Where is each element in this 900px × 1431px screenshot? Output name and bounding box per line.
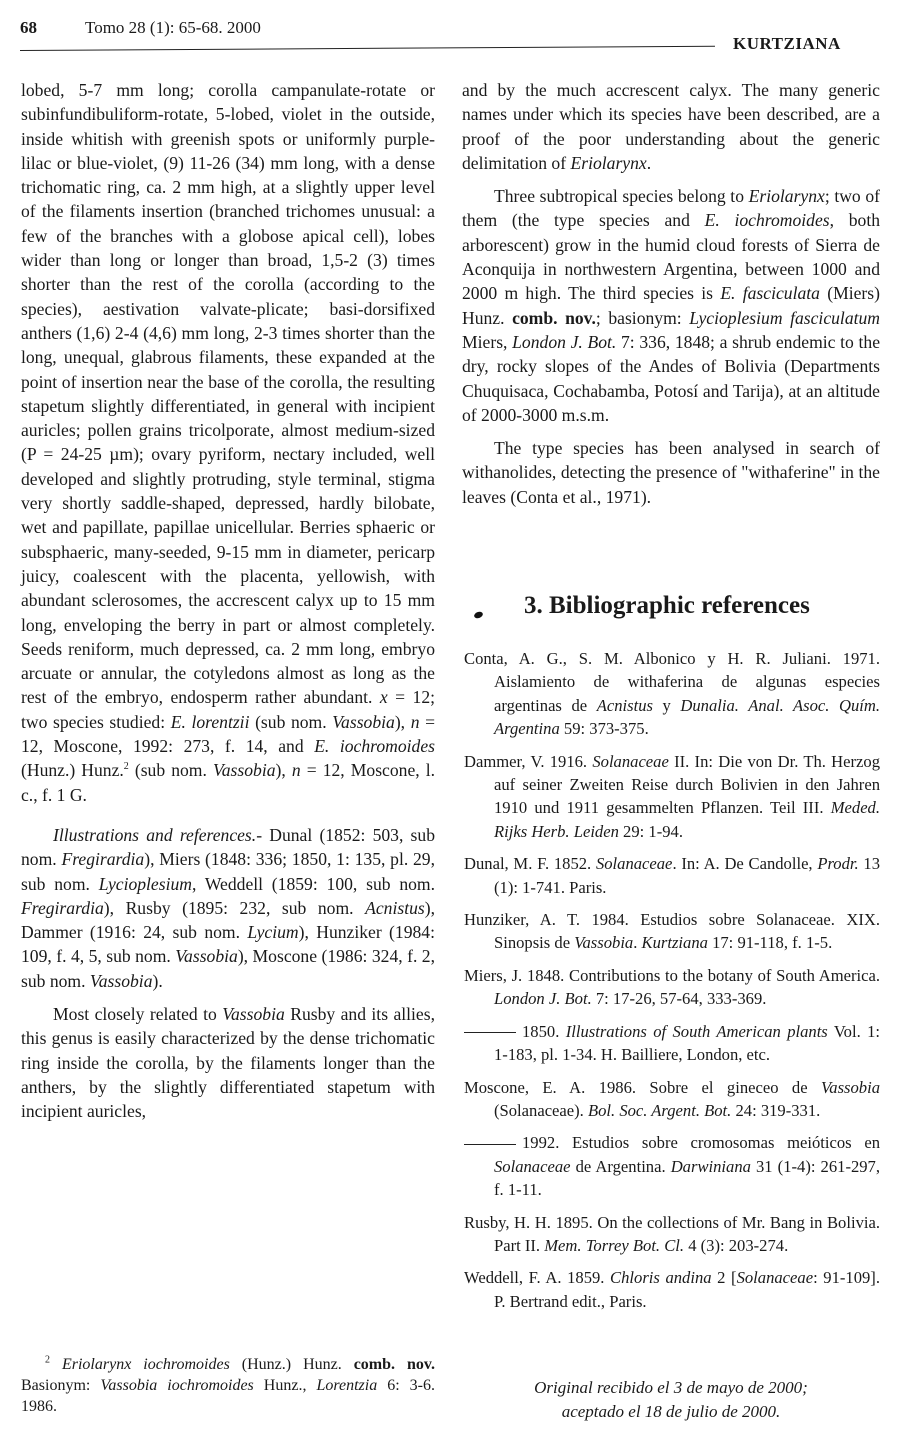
ditto-dash [464, 1032, 516, 1033]
reference-item: 1992. Estudios sobre cromosomas meióticos en Solanaceae de Argentina. Darwiniana 31 (1-4): 261-297, f. 1-11. [464, 1131, 880, 1201]
section-title: 3. Bibliographic references [524, 592, 810, 619]
page-number: 68 [20, 18, 37, 37]
relation-paragraph: Most closely related to Vassobia Rusby and its allies, this genus is easily characterized by the dense trichomatic ring inside the corolla, by the filaments longer than the anthers, by the slightly differentiated stapetum with incipient auricles, [21, 1003, 435, 1122]
page-header [20, 8, 890, 58]
header-rule [20, 46, 715, 51]
species-paragraph: Three subtropical species belong to Eriolarynx; two of them (the type species and E. iochromoides, both arborescent) grow in the humid cloud forests of Sierra de Aconquija in northwestern Argentina, between 1000 and 2000 m high. The third species is E. fasciculata (Miers) Hunz. comb. nov.; basionym: Lycioplesium fasciculatum Miers, London J. Bot. 7: 336, 1848; a shrub endemic to the dry, rocky slopes of the Andes of Bolivia (Departments Chuquisaca, Cochabamba, Potosí and Tarija), at an altitude of 2000-3000 m.s.m. [462, 186, 881, 425]
reference-item: Miers, J. 1848. Contributions to the botany of South America. London J. Bot. 7: 17-26, 57-64, 333-369. [464, 965, 880, 1009]
reference-item: Conta, A. G., S. M. Albonico y H. R. Juliani. 1971. Aislamiento de withaferina de algunas especies argentinas de Acnistus y Dunalia. Anal. Asoc. Quím. Argentina 59: 373-375. [464, 649, 880, 739]
description-paragraph: lobed, 5-7 mm long; corolla campanulate-rotate or subinfundibuliform-rotate, 5-lobed, violet in the outside, inside whitish with greenish spots or uniformly purple-lilac or blue-violet, (9) 11-26 (34) mm long, with a dense trichomatic ring, ca. 2 mm high, at a slightly upper level of the filaments insertion (branched trichomes unusual: a few of the branches with a globose apical cell), lobes wider than long or longer than broad, 1,5-2 (3) times shorter than the rest of the corolla (according to the species), aestivation valvate-plicate; basi-dorsifixed anthers (1,6) 2-4 (4,6) mm long, 2-3 times shorter than the long, unequal, glabrous filaments, these expanded at the point of insertion near the base of the corolla, the resulting stapetum slightly differentiated, in general with incipient auricles; pollen grains tricolporate, almost medium-sized (P = 24-25 µm); ovary pyriform, nectary included, well developed and slightly protruding, style terminal, stigma very shortly saddle-shaped, depressed, hardly bilobate, wet and papillate, papillae unicellular. Berries sphaeric or subsphaeric, many-seeded, 9-15 mm in diameter, pericarp juicy, coalescent with the placenta, yellowish, with abundant sclerosomes, the accrescent calyx up to 15 mm long, enveloping the berry in part or almost completely. Seeds reniform, much depressed, ca. 2 mm long, embryo arcuate or annular, the cotyledons almost as long as the rest of the embryo, endosperm rather abundant. x = 12; two species studied: E. lorentzii (sub nom. Vassobia), n = 12, Moscone, 1992: 273, f. 14, and E. iochromoides (Hunz.) Hunz.$^2$ (sub nom. Vassobia), n = 12, Moscone, l. c., f. 1 G. [21, 80, 436, 805]
section-heading [462, 592, 880, 626]
continuation-paragraph: and by the much accrescent calyx. The many generic names under which its species have been described, are a proof of the poor understanding about the generic delimitation of Eriolarynx. [462, 80, 880, 173]
right-column [462, 78, 880, 509]
withanolides-paragraph: The type species has been analysed in search of withanolides, detecting the presence of "withaferine" in the leaves (Conta et al., 1971). [462, 438, 880, 507]
received-note: Original recibido el 3 de mayo de 2000; aceptado el 18 de julio de 2000. [534, 1378, 808, 1421]
reference-item: Dammer, V. 1916. Solanaceae II. In: Die von Dr. Th. Herzog auf seiner Zweiten Reise durch Bolivien in den Jahren 1910 und 1911 gesammelten Pflanzen. Teil III. Meded. Rijks Herb. Leiden 29: 1-94. [464, 751, 880, 841]
footnote: $^2$ Eriolarynx iochromoides (Hunz.) Hunz. comb. nov. Basionym: Vassobia iochromoides Hunz., Lorentzia 6: 3-6. 1986. [21, 1354, 436, 1415]
volume-info: Tomo 28 (1): 65-68. 2000 [85, 18, 261, 37]
reference-item: Dunal, M. F. 1852. Solanaceae. In: A. De Candolle, Prodr. 13 (1): 1-741. Paris. [464, 854, 880, 897]
illustrations-paragraph: Illustrations and references.- Dunal (1852: 503, sub nom. Fregirardia), Miers (1848: 336; 1850, 1: 135, pl. 29, sub nom. Lycioplesium, Weddell (1859: 100, sub nom. Fregirardia), Rusby (1895: 232, sub nom. Acnistus), Dammer (1916: 24, sub nom. Lycium), Hunziker (1984: 109, f. 4, 5, sub nom. Vassobia), Moscone (1986: 324, f. 2, sub nom. Vassobia). [21, 824, 436, 991]
reference-list [464, 647, 880, 1322]
reference-item: Hunziker, A. T. 1984. Estudios sobre Solanaceae. XIX. Sinopsis de Vassobia. Kurtziana 17: 91-118, f. 1-5. [464, 910, 880, 953]
reference-item: Weddell, F. A. 1859. Chloris andina 2 [Solanaceae: 91-109]. P. Bertrand edit., Paris. [464, 1268, 880, 1311]
reference-item: Rusby, H. H. 1895. On the collections of Mr. Bang in Bolivia. Part II. Mem. Torrey Bot. Cl. 4 (3): 203-274. [464, 1212, 880, 1255]
reference-item: 1850. Illustrations of South American plants Vol. 1: 1-183, pl. 1-34. H. Bailliere, London, etc. [464, 1020, 880, 1067]
ditto-dash [464, 1144, 516, 1145]
bullet-icon [473, 611, 484, 620]
footnote-ref: 2 [123, 761, 129, 773]
left-column [21, 78, 435, 1123]
reference-item: Moscone, E. A. 1986. Sobre el gineceo de Vassobia (Solanaceae). Bol. Soc. Argent. Bot. 24: 319-331. [464, 1077, 880, 1120]
journal-name: KURTZIANA [733, 34, 841, 53]
